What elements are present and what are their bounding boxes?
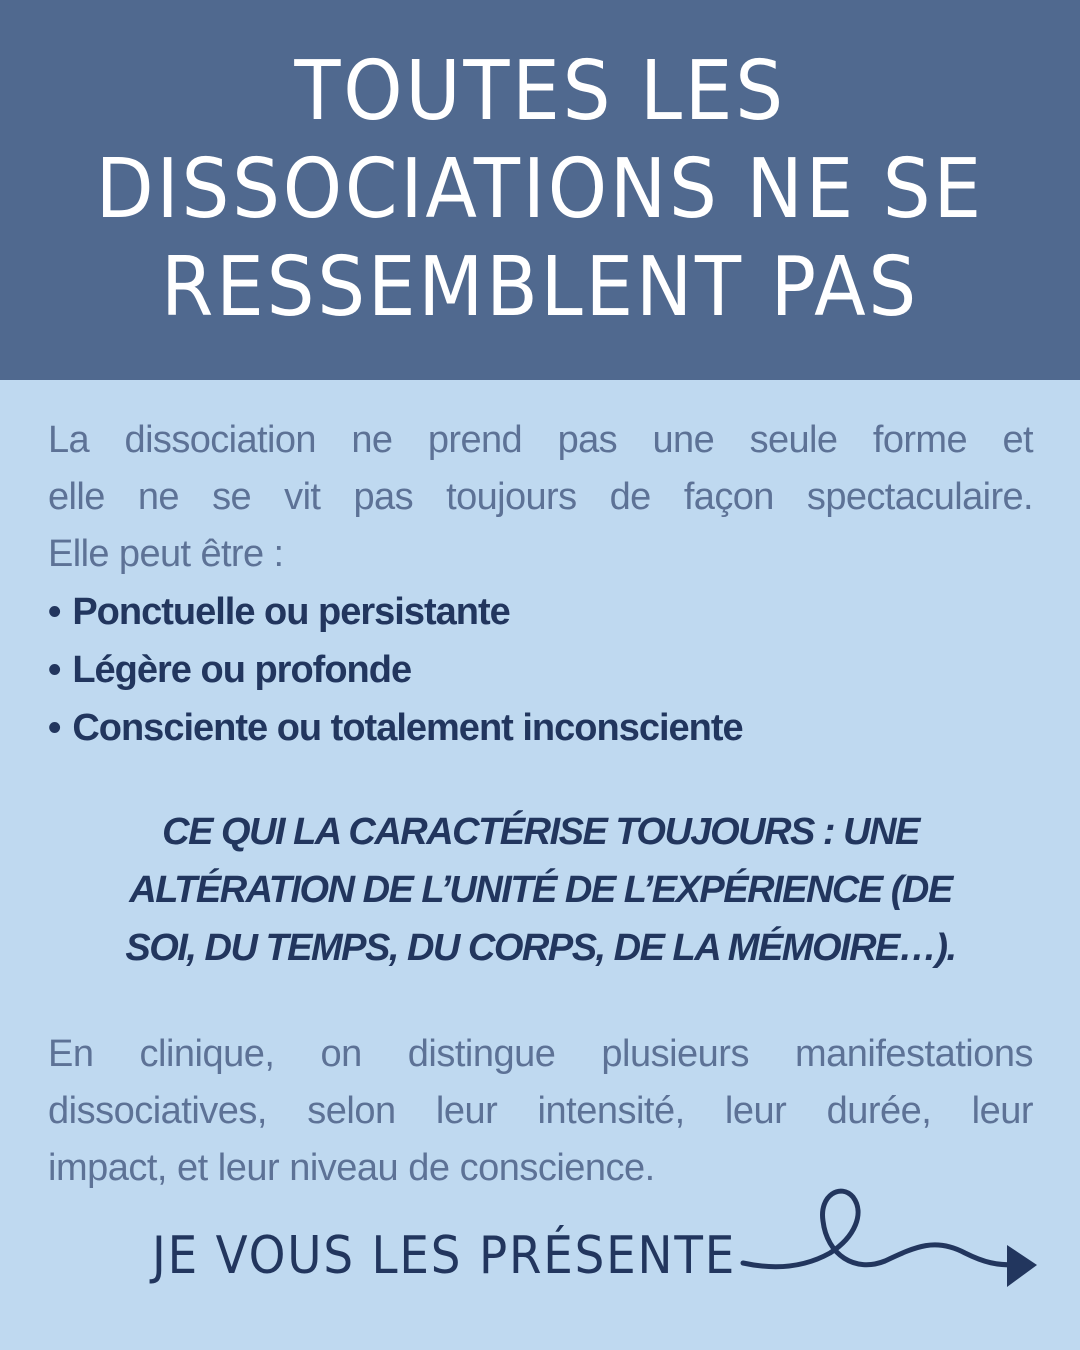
intro-paragraph [48, 412, 1033, 583]
intro-line-2: elle ne se vit pas toujours de façon spectaculaire. [48, 476, 1033, 518]
bullet-list [48, 583, 1033, 757]
key-statement-line-1: CE QUI LA CARACTÉRISE TOUJOURS : UNE [162, 811, 919, 853]
key-statement [48, 803, 1033, 977]
bullet-marker: • [48, 649, 61, 691]
intro-line-3: Elle peut être : [48, 533, 284, 575]
conclusion-paragraph [48, 1026, 1033, 1197]
page-title-line-1: TOUTES LES [294, 44, 786, 139]
list-item-text: Consciente ou totalement inconsciente [72, 707, 743, 749]
list-item [48, 699, 1033, 757]
call-to-action: JE VOUS LES PRÉSENTE [152, 1226, 737, 1286]
conclusion-line-2: dissociatives, selon leur intensité, leur durée, leur [48, 1090, 1033, 1132]
curly-arrow-right-icon [735, 1175, 1045, 1305]
key-statement-line-2: ALTÉRATION DE L’UNITÉ DE L’EXPÉRIENCE (DE [129, 869, 952, 911]
intro-line-1: La dissociation ne prend pas une seule forme et [48, 419, 1033, 461]
list-item-text: Légère ou profonde [72, 649, 412, 691]
bullet-marker: • [48, 591, 61, 633]
title-banner [0, 0, 1080, 380]
bullet-marker: • [48, 707, 61, 749]
list-item [48, 641, 1033, 699]
list-item-text: Ponctuelle ou persistante [72, 591, 510, 633]
main-content [48, 412, 1033, 977]
page-title-line-2: DISSOCIATIONS NE SE [95, 142, 985, 237]
key-statement-line-3: SOI, DU TEMPS, DU CORPS, DE LA MÉMOIRE…). [125, 927, 956, 969]
list-item [48, 583, 1033, 641]
conclusion-line-1: En clinique, on distingue plusieurs manifestations [48, 1033, 1033, 1075]
page-title-line-3: RESSEMBLENT PAS [160, 240, 920, 335]
conclusion-line-3: impact, et leur niveau de conscience. [48, 1147, 655, 1189]
